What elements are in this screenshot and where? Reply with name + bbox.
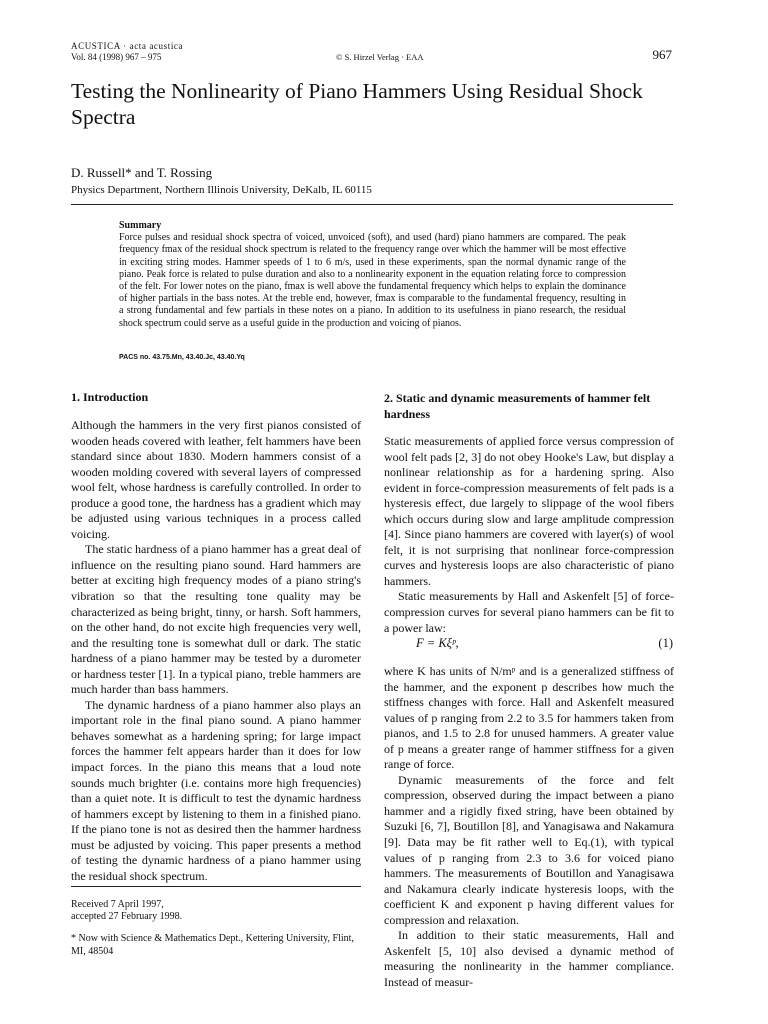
author-footnote: * Now with Science & Mathematics Dept., Kettering University, Flint, MI, 48504 [71,933,354,957]
accepted-date: accepted 27 February 1998. [71,911,183,923]
section-2-body-b [384,664,674,990]
abstract-text: Force pulses and residual shock spectra of voiced, unvoiced (soft), and used (hard) piano hammers are compared. The peak frequency fmax of the residual shock spectrum is related to the frequency range over which the hammer will be most effective in exciting string modes. Hammer speeds of 1 to 6 m/s, used in these experiments, span the normal dynamic range of the piano. Peak force is related to pulse duration and also to a nonlinearity exponent in the equation relating force to compression of the felt. For lower notes on the piano, fmax is well above the fundamental frequency which helps to explain the dominance of higher partials in the bass notes. At the treble end, however, fmax is comparable to the fundamental frequency, resulting in a strong fundamental and few partials in these notes on a piano. In addition to its usefulness in piano research, the residual shock spectrum could serve as a useful guide in the production and voicing of pianos. [119,232,626,329]
equation-number: (1) [658,636,673,650]
copyright-line: © S. Hirzel Verlag · EAA [336,52,424,62]
section-2-body-a [384,434,674,636]
received-date: Received 7 April 1997, [71,899,164,910]
section-1-body [71,418,361,884]
footnote-divider [71,886,361,887]
paragraph: The dynamic hardness of a piano hammer also plays an important role in the final piano sound. A piano hammer behaves somewhat as a hardening spring; for large impact forces the hammer felt appears harder than it does for low impact forces. In the piano this means that a loud note sounds much brighter (i.e. contains more high frequencies) than a quiet note. It is difficult to test the dynamic hardness of hammers except by listening to them in a finished piano. If the piano tone is not as desired then the hammer hardness must be adjusted by voicing. This paper presents a method of testing the dynamic hardness of a piano hammer using the residual shock spectrum. [71,697,361,883]
authors: D. Russell* and T. Rossing [71,165,213,180]
page-number: 967 [652,47,672,62]
paragraph: Static measurements of applied force versus compression of wool felt pads [2, 3] do not obey Hooke's Law, but display a nonlinear relationship as for a hardening spring. Also evident in force-compression measurements of felt pads is a hysteresis effect, due largely to slippage of the wool fibers which occurs during slow and large amplitude compression [4]. Since piano hammers are covered with layer(s) of wool felt, it is not surprising that nonlinear force-compression curves and hysteresis loops are also characteristic of piano hammers. [384,434,674,588]
equation-expression: F = Kξᵖ, [416,636,459,650]
affiliation: Physics Department, Northern Illinois University, DeKalb, IL 60115 [71,184,372,196]
paragraph: where K has units of N/mᵖ and is a generalized stiffness of the hammer, and the exponent p describes how much the stiffness changes with force. Hall and Askenfelt measured values of p ranging from 2.2 to 3.5 for hammers taken from pianos, and 1.5 to 2.8 for unused hammers. A greater value of p means a greater range of hammer stiffness for a given range of force. [384,664,674,772]
paragraph: Although the hammers in the very first pianos consisted of wooden heads covered with leather, felt hammers have been standard since about 1830. Modern hammers consist of a wooden molding covered with several layers of compressed wool felt, whose hardness is carefully controlled. In order to produce a good tone, the hardness has a gradient which may be adjusted using various techniques in a process called voicing. [71,418,361,541]
abstract-heading: Summary [119,220,162,231]
paragraph: In addition to their static measurements, Hall and Askenfelt [5, 10] also devised a dynamic method of measuring the nonlinearity in the hammer compliance. Instead of measur- [384,928,674,989]
journal-name: ACUSTICA · acta acustica [71,41,184,51]
journal-header [71,41,183,63]
volume-info: Vol. 84 (1998) 967 – 975 [71,52,162,62]
article-dates [71,899,361,958]
paragraph: Static measurements by Hall and Askenfelt [5] of force-compression curves for several piano hammers can be fit to a power law: [384,589,674,635]
pacs-codes: PACS no. 43.75.Mn, 43.40.Jc, 43.40.Yq [119,354,245,361]
paragraph: The static hardness of a piano hammer has a great deal of influence on the resulting piano sound. Hard hammers are better at exciting high frequency modes of a piano string's vibration so that the resulting tone quality may be characterized as being bright, tinny, or harsh. Soft hammers, on the other hand, do not excite high frequencies very well, and the resulting tone is somewhat dull or dark. The static hardness of a piano hammer may be tested by a durometer or hardness tester [1]. In a typical piano, treble hammers are much harder than bass hammers. [71,542,361,697]
header-divider [71,204,673,205]
paper-title: Testing the Nonlinearity of Piano Hammers Using Residual Shock Spectra [71,79,643,129]
paragraph: Dynamic measurements of the force and felt compression, observed during the impact between a piano hammer and a rigidly fixed string, have been obtained by Suzuki [6, 7], Boutillon [8], and Yanagisawa and Nakamura [9]. Data may be fit rather well to Eq.(1), with typical values of p ranging from 2.3 to 3.6 for voiced piano hammers. The measurements of Boutillon and Yanagisawa and Nakamura clearly indicate hysteresis loops, with the coefficient K and exponent p having different values for compression and relaxation. [384,772,674,927]
abstract [119,220,626,330]
section-1-heading: 1. Introduction [71,390,149,404]
section-2-heading: 2. Static and dynamic measurements of hammer felt hardness [384,391,651,421]
